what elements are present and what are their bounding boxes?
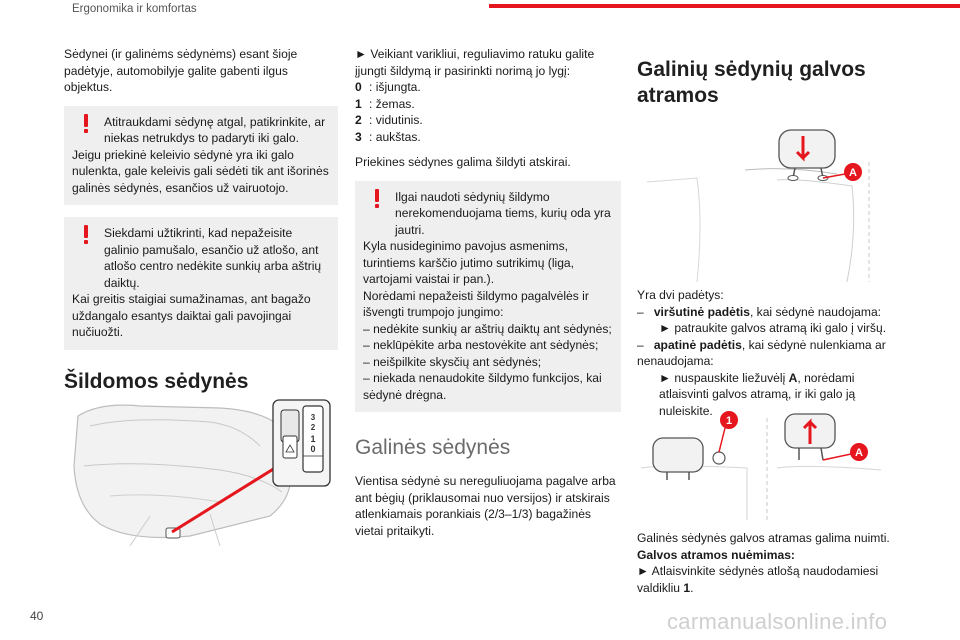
list-item: 0 : išjungta. — [355, 80, 421, 94]
warning-text: Kyla nusideginimo pavojus asmenims, turintiems karščio jutimo sutrikimų (liga, vartojami vaistai ir pan.). — [363, 239, 575, 286]
instruction-paragraph: ► Veikiant varikliui, reguliavimo ratuku galite įjungti šildymą ir pasirinkti norimą jo lygį: — [355, 47, 595, 78]
callout-label: A — [855, 447, 863, 459]
chapter-accent-bar — [489, 4, 960, 8]
warning-text: Siekdami užtikrinti, kad nepažeisite galinio pamušalo, esančio už atlošo, ant atlošo centro nedėkite sunkių arba aštrių daiktų. — [104, 226, 322, 290]
section-heading: Galinės sėdynės — [355, 436, 511, 459]
chapter-title: Ergonomika ir komfortas — [72, 3, 197, 15]
removal-intro: Galinės sėdynės galvos atramas galima nuimti. — [637, 531, 890, 545]
warning-text: Ilgai naudoti sėdynių šildymo nerekomenduojama tiems, kurių oda yra jautri. — [395, 189, 611, 237]
switch-level-3: 3 — [310, 413, 316, 422]
warning-text: Jeigu priekinė keleivio sėdynė yra iki galo nulenkta, gale keleivis gali sėdėti tik ant išorinės galinės sėdynės, esančios už vairuotojo. — [72, 147, 329, 195]
section-heading: Šildomos sėdynės — [64, 369, 249, 393]
page-number: 40 — [30, 609, 44, 623]
warning-text: Atitraukdami sėdynę atgal, patikrinkite, ar niekas netrukdys to padaryti iki galo. — [104, 114, 326, 145]
watermark: carmanualsonline.info — [667, 609, 888, 634]
list-item: 2 : vidutinis. — [355, 113, 423, 127]
list-item: 1 : žemas. — [355, 96, 415, 111]
headrest-figure-1 — [637, 122, 883, 282]
warning-box — [64, 217, 338, 350]
switch-level-0: 0 — [310, 444, 316, 454]
warning-icon — [83, 114, 89, 133]
callout-label: 1 — [725, 415, 733, 427]
column-3-body — [637, 287, 897, 419]
level-list — [355, 79, 621, 145]
warning-box — [355, 181, 621, 413]
warning-text: – niekada nenaudokite šildymo funkcijos, kai sėdynė drėgna. — [363, 371, 602, 402]
section-heading: Galinių sėdynių galvos atramos — [637, 58, 866, 107]
heated-seat-figure — [70, 396, 332, 548]
column-1 — [64, 46, 338, 395]
warning-text: Kai greitis staigiai sumažinamas, ant bagažo uždangalo esantys daiktai gali pavojingai nučiuožti. — [72, 292, 311, 339]
warning-box — [64, 106, 338, 206]
warning-text: Norėdami nepažeisti šildymo pagalvėlės ir išvengti trumpojo jungimo: — [363, 288, 589, 319]
column-3 — [637, 57, 897, 109]
warning-icon — [374, 189, 380, 208]
removal-step: ► Atlaisvinkite sėdynės atlošą naudodamiesi valdikliu 1. — [637, 564, 879, 595]
list-item: 3 : aukštas. — [355, 129, 421, 144]
warning-text: – neišpilkite skysčių ant sėdynės; — [363, 354, 542, 369]
position-upper-step: ► patraukite galvos atramą iki galo į viršų. — [659, 321, 887, 335]
switch-level-1: 1 — [310, 434, 316, 444]
intro-paragraph: Sėdynei (ir galinėms sėdynėms) esant šioje padėtyje, automobilyje galite gabenti ilgus objektus. — [64, 47, 298, 94]
position-upper: – viršutinė padėtis, kai sėdynė naudojama: — [637, 304, 882, 319]
separate-heating-note: Priekines sėdynes galima šildyti atskirai. — [355, 155, 571, 169]
positions-intro: Yra dvi padėtys: — [637, 288, 724, 302]
removal-heading: Galvos atramos nuėmimas: — [637, 547, 795, 562]
warning-icon — [83, 225, 89, 244]
callout-label: A — [849, 167, 857, 179]
column-2 — [355, 46, 621, 539]
headrest-figure-2 — [637, 408, 883, 520]
column-3-removal — [637, 530, 897, 596]
rear-seat-paragraph: Vientisa sėdynė su nereguliuojama pagalve arba ant bėgių (priklausomai nuo versijos) ir atskirais atlenkiamais porankiais (2/3–1/3) bagažinės vietai pritaikyti. — [355, 474, 616, 538]
position-lower-step: ► nuspauskite liežuvėlį A, norėdami atlaisvinti galvos atramą, ir iki galo ją nuleiskite. — [659, 370, 856, 418]
position-lower: – apatinė padėtis, kai sėdynė nulenkiama ar nenaudojama: — [637, 337, 886, 368]
switch-level-2: 2 — [310, 423, 316, 432]
warning-text: – nedėkite sunkių ar aštrių daiktų ant sėdynės; — [363, 321, 612, 336]
warning-text: – neklūpėkite arba nestovėkite ant sėdynės; — [363, 338, 599, 352]
